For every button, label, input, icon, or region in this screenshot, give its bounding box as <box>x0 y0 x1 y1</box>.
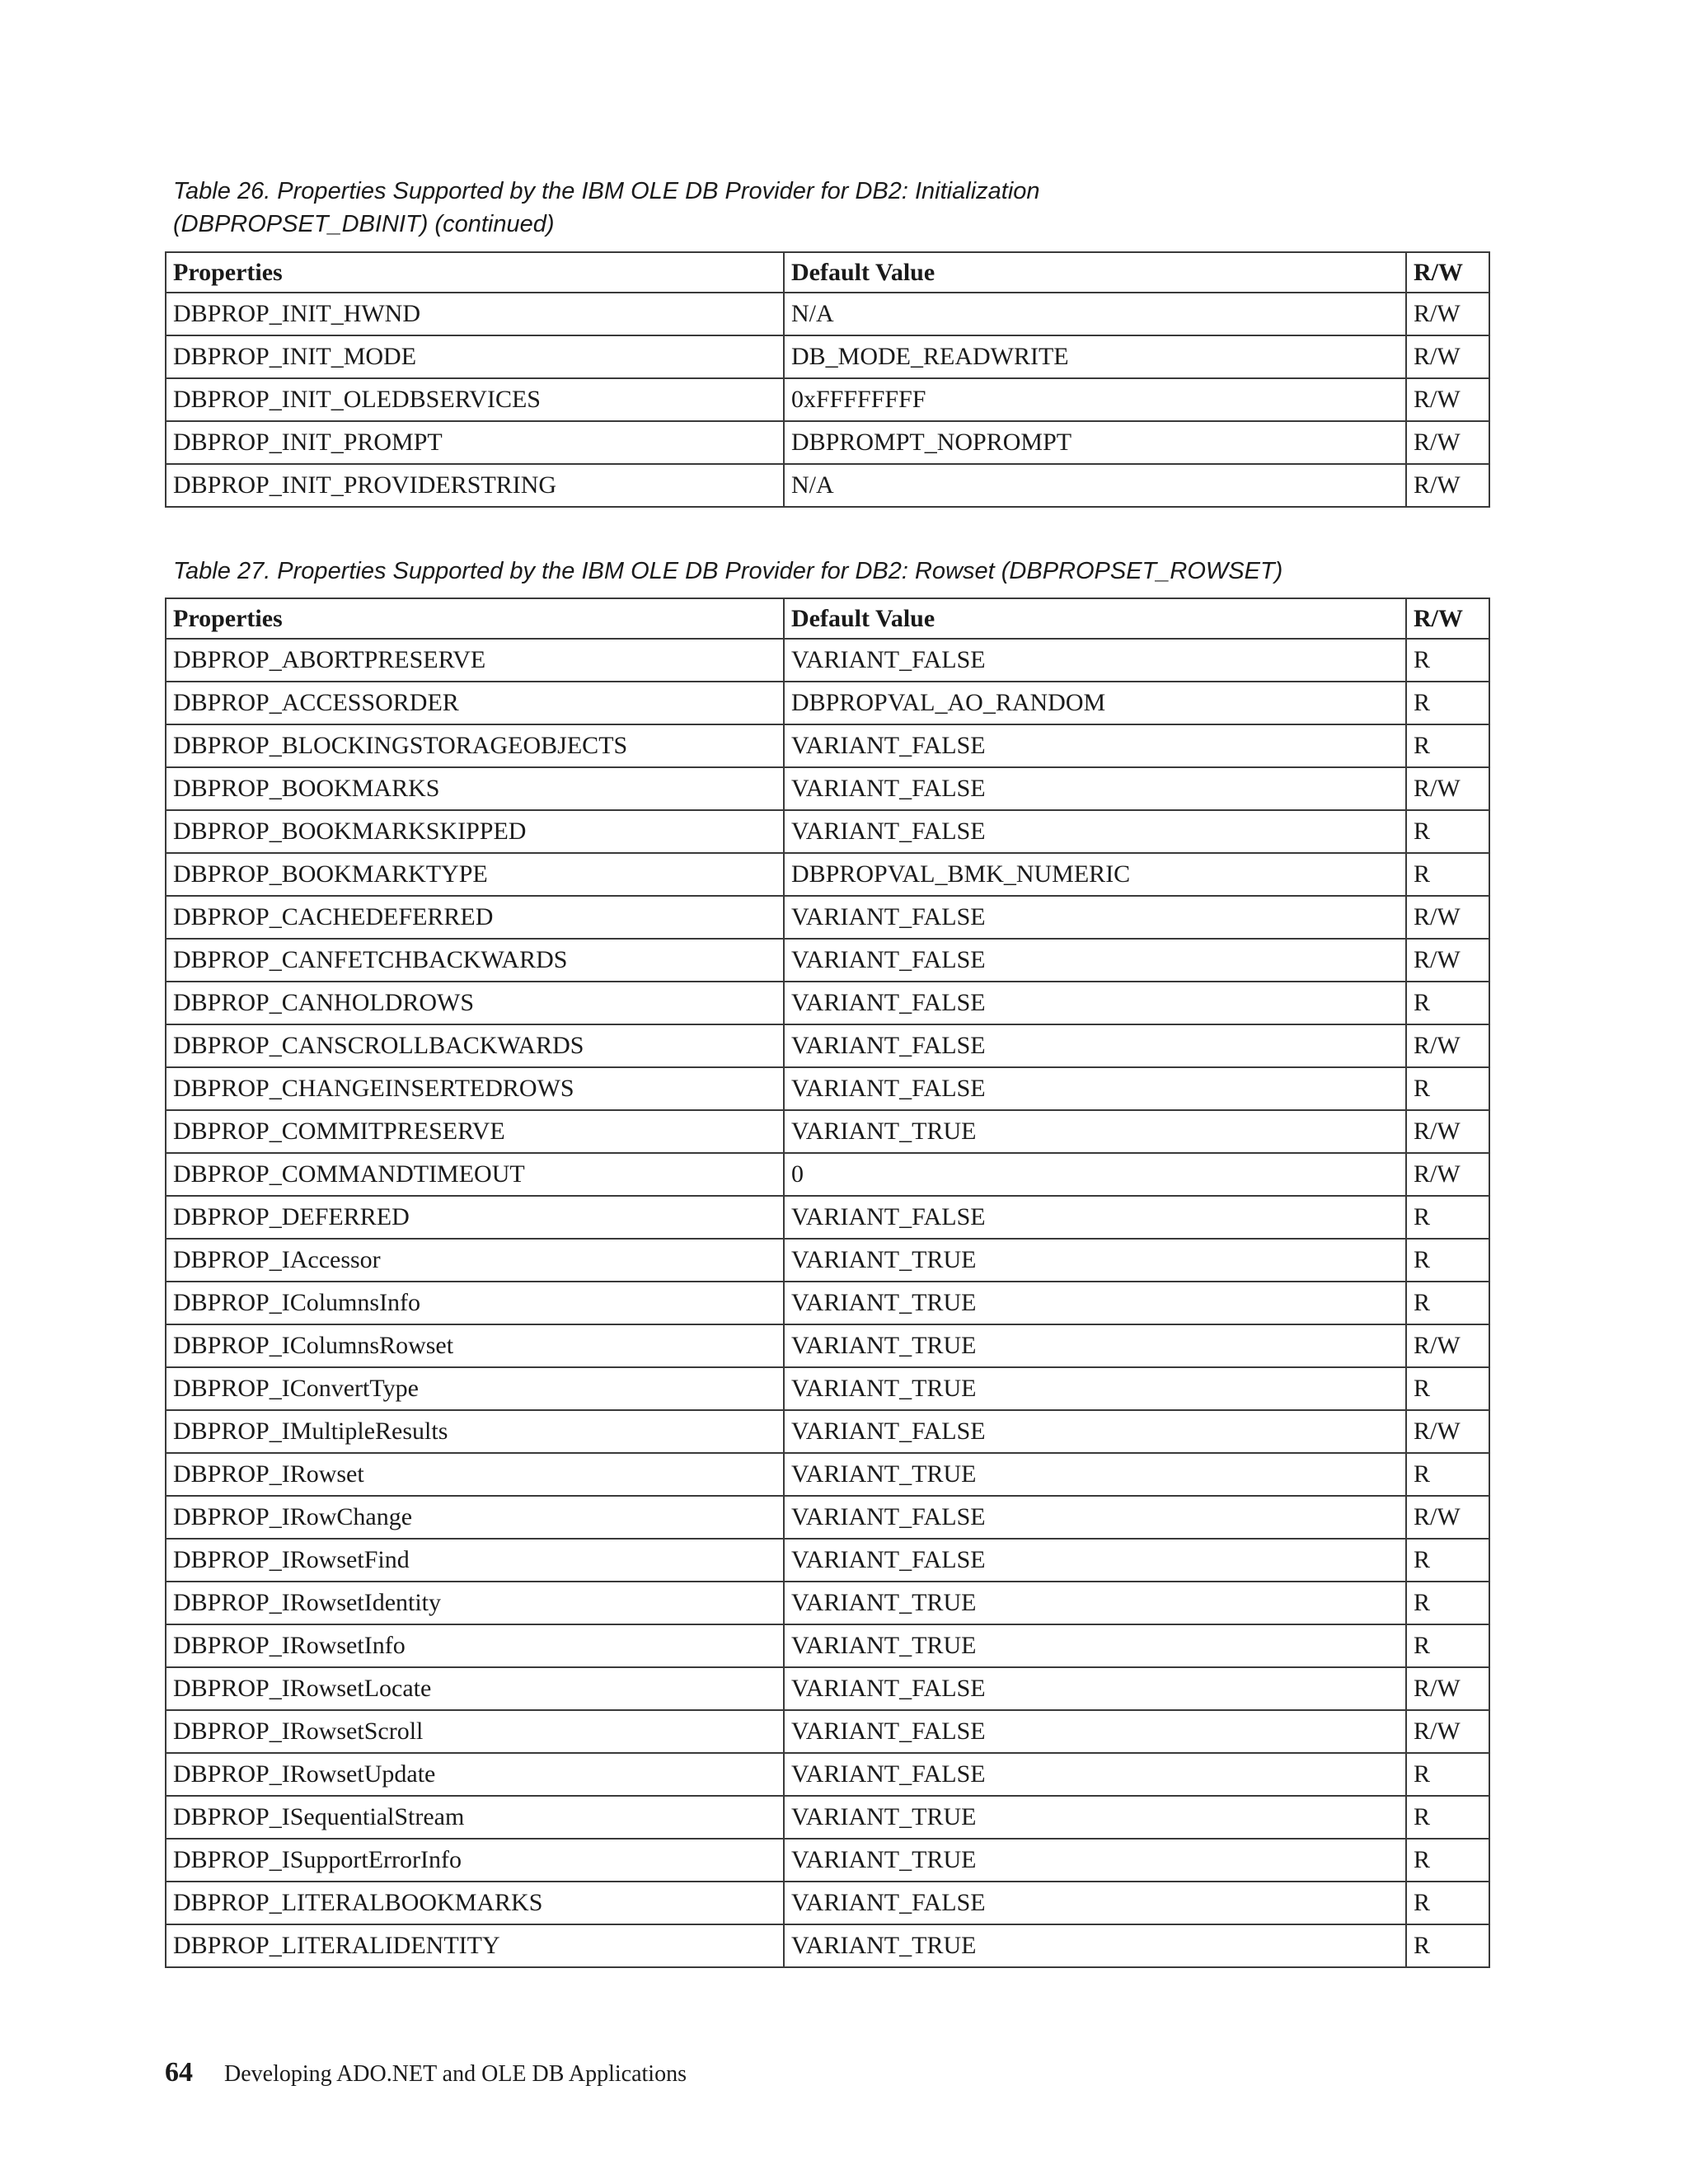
table-row <box>166 1710 1489 1753</box>
table-row <box>166 464 1489 507</box>
default-value-cell: VARIANT_TRUE <box>784 1796 1406 1839</box>
rw-access-cell: R/W <box>1406 421 1489 464</box>
property-name-cell: DBPROP_LITERALBOOKMARKS <box>166 1882 784 1924</box>
property-name-cell: DBPROP_IMultipleResults <box>166 1410 784 1453</box>
default-value-cell: 0 <box>784 1153 1406 1196</box>
rw-access-cell: R <box>1406 1453 1489 1496</box>
rw-access-cell: R <box>1406 1882 1489 1924</box>
property-name-cell: DBPROP_ABORTPRESERVE <box>166 639 784 682</box>
table-row <box>166 896 1489 939</box>
table-27-caption-line: Table 27. Properties Supported by the IBM OLE DB Provider for DB2: Rowset (DBPROPSET_ROWSET) <box>173 558 1283 584</box>
rw-access-cell: R/W <box>1406 464 1489 507</box>
rw-access-cell: R/W <box>1406 1024 1489 1067</box>
table-row <box>166 1924 1489 1967</box>
property-name-cell: DBPROP_CHANGEINSERTEDROWS <box>166 1067 784 1110</box>
default-value-cell: DB_MODE_READWRITE <box>784 335 1406 378</box>
property-name-cell: DBPROP_IRowset <box>166 1453 784 1496</box>
property-name-cell: DBPROP_INIT_PROMPT <box>166 421 784 464</box>
table-row <box>166 1282 1489 1324</box>
table-row <box>166 1582 1489 1624</box>
default-value-cell: VARIANT_FALSE <box>784 939 1406 982</box>
property-name-cell: DBPROP_INIT_MODE <box>166 335 784 378</box>
table-row <box>166 335 1489 378</box>
default-value-cell: VARIANT_TRUE <box>784 1324 1406 1367</box>
property-name-cell: DBPROP_COMMITPRESERVE <box>166 1110 784 1153</box>
table-row <box>166 810 1489 853</box>
property-name-cell: DBPROP_BOOKMARKTYPE <box>166 853 784 896</box>
table-row <box>166 1539 1489 1582</box>
property-name-cell: DBPROP_INIT_OLEDBSERVICES <box>166 378 784 421</box>
default-value-cell: VARIANT_FALSE <box>784 1882 1406 1924</box>
table-27-body <box>166 639 1489 1967</box>
rw-access-cell: R <box>1406 810 1489 853</box>
default-value-cell: VARIANT_FALSE <box>784 1710 1406 1753</box>
column-header-properties: Properties <box>166 252 784 293</box>
rw-access-cell: R/W <box>1406 1324 1489 1367</box>
table-27 <box>165 598 1490 1968</box>
rw-access-cell: R <box>1406 1539 1489 1582</box>
rw-access-cell: R <box>1406 682 1489 724</box>
property-name-cell: DBPROP_ACCESSORDER <box>166 682 784 724</box>
property-name-cell: DBPROP_IRowsetIdentity <box>166 1582 784 1624</box>
default-value-cell: VARIANT_FALSE <box>784 639 1406 682</box>
table-row <box>166 1667 1489 1710</box>
default-value-cell: VARIANT_FALSE <box>784 896 1406 939</box>
rw-access-cell: R <box>1406 1753 1489 1796</box>
rw-access-cell: R/W <box>1406 378 1489 421</box>
default-value-cell: VARIANT_FALSE <box>784 982 1406 1024</box>
default-value-cell: VARIANT_TRUE <box>784 1582 1406 1624</box>
property-name-cell: DBPROP_LITERALIDENTITY <box>166 1924 784 1967</box>
table-header-row <box>166 598 1489 639</box>
table-row <box>166 982 1489 1024</box>
property-name-cell: DBPROP_INIT_HWND <box>166 293 784 335</box>
rw-access-cell: R <box>1406 1796 1489 1839</box>
table-row <box>166 1110 1489 1153</box>
default-value-cell: DBPROPVAL_AO_RANDOM <box>784 682 1406 724</box>
property-name-cell: DBPROP_IConvertType <box>166 1367 784 1410</box>
column-header-properties: Properties <box>166 598 784 639</box>
rw-access-cell: R/W <box>1406 1496 1489 1539</box>
default-value-cell: VARIANT_FALSE <box>784 724 1406 767</box>
default-value-cell: VARIANT_FALSE <box>784 1496 1406 1539</box>
table-row <box>166 939 1489 982</box>
rw-access-cell: R/W <box>1406 335 1489 378</box>
table-row <box>166 1367 1489 1410</box>
column-header-rw: R/W <box>1406 598 1489 639</box>
property-name-cell: DBPROP_ISupportErrorInfo <box>166 1839 784 1882</box>
table-row <box>166 1496 1489 1539</box>
table-26-caption-line-2: (DBPROPSET_DBINIT) (continued) <box>173 211 555 237</box>
table-row <box>166 1410 1489 1453</box>
rw-access-cell: R <box>1406 1282 1489 1324</box>
table-row <box>166 1024 1489 1067</box>
property-name-cell: DBPROP_IColumnsInfo <box>166 1282 784 1324</box>
rw-access-cell: R <box>1406 1067 1489 1110</box>
table-27-caption <box>173 555 1492 588</box>
property-name-cell: DBPROP_IRowChange <box>166 1496 784 1539</box>
default-value-cell: VARIANT_TRUE <box>784 1367 1406 1410</box>
table-row <box>166 1067 1489 1110</box>
page-number: 64 <box>165 2057 193 2088</box>
default-value-cell: VARIANT_TRUE <box>784 1282 1406 1324</box>
property-name-cell: DBPROP_BOOKMARKSKIPPED <box>166 810 784 853</box>
table-row <box>166 1839 1489 1882</box>
table-26-caption <box>173 175 1492 241</box>
table-row <box>166 639 1489 682</box>
rw-access-cell: R/W <box>1406 767 1489 810</box>
page-footer <box>165 2057 687 2088</box>
table-row <box>166 1882 1489 1924</box>
property-name-cell: DBPROP_BOOKMARKS <box>166 767 784 810</box>
default-value-cell: VARIANT_FALSE <box>784 1067 1406 1110</box>
rw-access-cell: R <box>1406 1196 1489 1239</box>
default-value-cell: N/A <box>784 464 1406 507</box>
property-name-cell: DBPROP_IRowsetFind <box>166 1539 784 1582</box>
property-name-cell: DBPROP_IRowsetLocate <box>166 1667 784 1710</box>
default-value-cell: VARIANT_FALSE <box>784 1024 1406 1067</box>
property-name-cell: DBPROP_COMMANDTIMEOUT <box>166 1153 784 1196</box>
property-name-cell: DBPROP_IAccessor <box>166 1239 784 1282</box>
rw-access-cell: R <box>1406 853 1489 896</box>
table-row <box>166 1153 1489 1196</box>
property-name-cell: DBPROP_BLOCKINGSTORAGEOBJECTS <box>166 724 784 767</box>
default-value-cell: VARIANT_FALSE <box>784 1539 1406 1582</box>
column-header-rw: R/W <box>1406 252 1489 293</box>
property-name-cell: DBPROP_ISequentialStream <box>166 1796 784 1839</box>
property-name-cell: DBPROP_IRowsetScroll <box>166 1710 784 1753</box>
property-name-cell: DBPROP_IRowsetInfo <box>166 1624 784 1667</box>
rw-access-cell: R <box>1406 639 1489 682</box>
default-value-cell: VARIANT_FALSE <box>784 1753 1406 1796</box>
rw-access-cell: R/W <box>1406 1153 1489 1196</box>
default-value-cell: N/A <box>784 293 1406 335</box>
rw-access-cell: R/W <box>1406 1410 1489 1453</box>
default-value-cell: 0xFFFFFFFF <box>784 378 1406 421</box>
property-name-cell: DBPROP_CANHOLDROWS <box>166 982 784 1024</box>
table-26-caption-line-1: Table 26. Properties Supported by the IBM OLE DB Provider for DB2: Initialization <box>173 178 1040 204</box>
default-value-cell: VARIANT_FALSE <box>784 1667 1406 1710</box>
rw-access-cell: R <box>1406 1624 1489 1667</box>
default-value-cell: VARIANT_FALSE <box>784 1196 1406 1239</box>
table-row <box>166 1624 1489 1667</box>
property-name-cell: DBPROP_INIT_PROVIDERSTRING <box>166 464 784 507</box>
property-name-cell: DBPROP_CACHEDEFERRED <box>166 896 784 939</box>
table-header-row <box>166 252 1489 293</box>
rw-access-cell: R <box>1406 1367 1489 1410</box>
table-row <box>166 1453 1489 1496</box>
table-row <box>166 1196 1489 1239</box>
table-row <box>166 1796 1489 1839</box>
property-name-cell: DBPROP_IColumnsRowset <box>166 1324 784 1367</box>
table-26 <box>165 251 1490 508</box>
default-value-cell: VARIANT_FALSE <box>784 1410 1406 1453</box>
table-row <box>166 853 1489 896</box>
table-row <box>166 378 1489 421</box>
default-value-cell: VARIANT_TRUE <box>784 1924 1406 1967</box>
rw-access-cell: R/W <box>1406 896 1489 939</box>
rw-access-cell: R/W <box>1406 939 1489 982</box>
property-name-cell: DBPROP_DEFERRED <box>166 1196 784 1239</box>
table-row <box>166 1753 1489 1796</box>
default-value-cell: VARIANT_TRUE <box>784 1624 1406 1667</box>
property-name-cell: DBPROP_IRowsetUpdate <box>166 1753 784 1796</box>
rw-access-cell: R <box>1406 1924 1489 1967</box>
rw-access-cell: R/W <box>1406 1110 1489 1153</box>
default-value-cell: DBPROMPT_NOPROMPT <box>784 421 1406 464</box>
column-header-default-value: Default Value <box>784 252 1406 293</box>
rw-access-cell: R/W <box>1406 293 1489 335</box>
rw-access-cell: R <box>1406 982 1489 1024</box>
table-row <box>166 724 1489 767</box>
table-row <box>166 421 1489 464</box>
table-row <box>166 293 1489 335</box>
rw-access-cell: R/W <box>1406 1667 1489 1710</box>
property-name-cell: DBPROP_CANSCROLLBACKWARDS <box>166 1024 784 1067</box>
table-26-body <box>166 293 1489 507</box>
rw-access-cell: R/W <box>1406 1710 1489 1753</box>
rw-access-cell: R <box>1406 1239 1489 1282</box>
rw-access-cell: R <box>1406 1839 1489 1882</box>
table-row <box>166 767 1489 810</box>
table-row <box>166 682 1489 724</box>
default-value-cell: VARIANT_FALSE <box>784 767 1406 810</box>
table-row <box>166 1239 1489 1282</box>
column-header-default-value: Default Value <box>784 598 1406 639</box>
book-title: Developing ADO.NET and OLE DB Applications <box>224 2061 687 2087</box>
default-value-cell: VARIANT_TRUE <box>784 1453 1406 1496</box>
default-value-cell: VARIANT_FALSE <box>784 810 1406 853</box>
rw-access-cell: R <box>1406 1582 1489 1624</box>
property-name-cell: DBPROP_CANFETCHBACKWARDS <box>166 939 784 982</box>
default-value-cell: VARIANT_TRUE <box>784 1110 1406 1153</box>
table-row <box>166 1324 1489 1367</box>
default-value-cell: VARIANT_TRUE <box>784 1239 1406 1282</box>
rw-access-cell: R <box>1406 724 1489 767</box>
default-value-cell: VARIANT_TRUE <box>784 1839 1406 1882</box>
default-value-cell: DBPROPVAL_BMK_NUMERIC <box>784 853 1406 896</box>
